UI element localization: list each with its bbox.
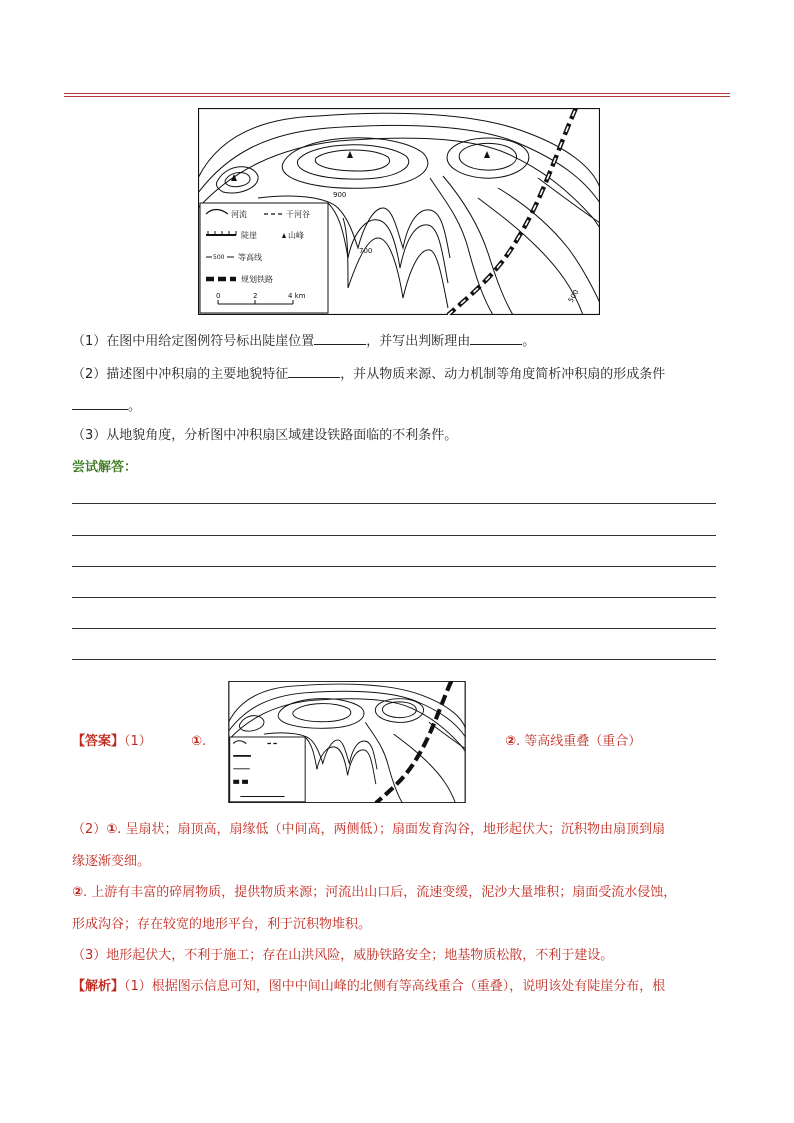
legend-river: 河流: [231, 210, 247, 219]
answer-row: 【答案】（1）: [72, 734, 152, 749]
answer-blank: [288, 363, 340, 378]
answer-label: 【答案】: [72, 734, 125, 749]
header-rule: [64, 93, 730, 97]
try-answer-label: 尝试解答：: [72, 460, 138, 475]
answer-2-line-2: 缘逐渐变细。: [72, 854, 151, 869]
legend-contour: 等高线: [238, 253, 262, 262]
answer-line: [72, 628, 716, 629]
legend-contour-sample: 500: [213, 254, 225, 261]
scale-0: 0: [216, 292, 221, 300]
legend-cliff: 陡崖: [241, 231, 257, 240]
contour-label-500: 500: [566, 288, 581, 304]
answer-mark-2: ②. 等高线重叠（重合）: [505, 734, 642, 749]
scale-4km: 4 km: [288, 292, 306, 300]
answer-2-line-4: 形成沟谷；存在较宽的地形平台，利于沉积物堆积。: [72, 917, 372, 932]
analysis-row: 【解析】（1）根据图示信息可知，图中中间山峰的北侧有等高线重合（重叠），说明该处有陡崖分布，根: [72, 979, 666, 994]
answer-mark-1: ①.: [191, 734, 207, 749]
answer-line: [72, 597, 716, 598]
answer-line: [72, 503, 716, 504]
legend-dry-valley: 干河谷: [286, 210, 310, 219]
scale-2: 2: [253, 292, 258, 300]
answer-2-line-1: （2）①. 呈扇状；扇顶高，扇缘低（中间高，两侧低）；扇面发育沟谷，地形起伏大；沉积物由扇顶到扇: [72, 822, 666, 837]
answer-blank: [72, 395, 128, 410]
contour-map: [198, 108, 600, 315]
answer-line: [72, 566, 716, 567]
answer-2-line-3: ②. 上游有丰富的碎屑物质，提供物质来源；河流出山口后，流速变缓，泥沙大量堆积；扇面受流水侵蚀，: [72, 885, 677, 900]
answer-line: [72, 659, 716, 660]
contour-label-900: 900: [333, 191, 347, 199]
answer-line: [72, 535, 716, 536]
answer-contour-map: [227, 681, 467, 803]
legend-peak: 山峰: [288, 231, 304, 240]
answer-blank: [470, 330, 522, 345]
contour-label-700: 700: [359, 247, 373, 255]
map-legend: [200, 203, 328, 313]
question-3: （3）从地貌角度，分析图中冲积扇区域建设铁路面临的不利条件。: [72, 428, 458, 443]
question-2: （2）描述图中冲积扇的主要地貌特征 ，并从物质来源、动力机制等角度简析冲积扇的形成条件: [72, 363, 665, 384]
question-1: （1）在图中用给定图例符号标出陡崖位置 ，并写出判断理由 。: [72, 330, 535, 351]
answer-3: （3）地形起伏大，不利于施工；存在山洪风险，威胁铁路安全；地基物质松散，不利于建设。: [72, 948, 614, 963]
analysis-label: 【解析】: [72, 979, 125, 994]
question-2-cont: 。: [72, 395, 141, 416]
legend-railway: 规划铁路: [241, 275, 273, 284]
answer-blank: [314, 330, 366, 345]
